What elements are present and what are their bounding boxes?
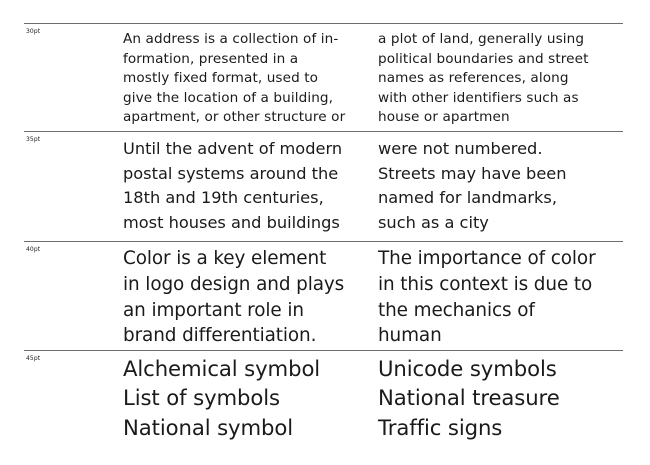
text-line: with other identifiers such as (378, 89, 579, 106)
text-line: Unicode symbols (378, 356, 557, 381)
text-line: give the location of a building, (123, 89, 334, 106)
text-line: Streets may have been (378, 163, 567, 183)
text-line: Until the advent of modern (123, 139, 343, 158)
text-line: mostly fixed format, used to (123, 70, 319, 87)
text-line: List of symbols (123, 385, 280, 411)
text-line: house or apartmen (378, 109, 510, 126)
text-line: an important role in (123, 299, 304, 321)
text-column-right (378, 137, 567, 235)
size-label: 30pt (26, 28, 41, 35)
text-column-left (123, 246, 344, 349)
text-line: Traffic signs (378, 414, 503, 440)
text-line: were not numbered. (378, 139, 543, 158)
text-column-left (123, 354, 320, 442)
text-line: 18th and 19th centuries, (123, 188, 324, 208)
text-column-left (123, 30, 345, 128)
text-line: apartment, or other structure or (123, 109, 346, 126)
size-label: 35pt (26, 136, 41, 143)
text-line: National symbol (123, 414, 294, 440)
size-label: 40pt (26, 246, 41, 253)
text-line: postal systems around the (123, 163, 339, 183)
text-line: names as references, along (378, 70, 569, 87)
text-line: political boundaries and street (378, 50, 589, 67)
specimen-row-30pt (24, 23, 623, 132)
text-line: The importance of color (378, 248, 596, 269)
text-column-right (378, 30, 589, 128)
size-label: 45pt (26, 355, 41, 362)
text-line: most houses and buildings (123, 212, 340, 232)
text-column-left (123, 137, 342, 235)
text-line: the mechanics of (378, 299, 535, 321)
text-line: such as a city (378, 212, 489, 232)
text-line: formation, presented in a (123, 50, 299, 67)
specimen-row-35pt (24, 131, 623, 242)
specimen-row-40pt (24, 241, 623, 352)
text-line: brand differentiation. (123, 325, 317, 347)
specimen-row-45pt (24, 350, 623, 465)
text-line: National treasure (378, 385, 560, 411)
text-line: in this context is due to (378, 273, 593, 295)
text-line: a plot of land, generally using (378, 31, 585, 47)
text-line: human (378, 325, 442, 347)
text-line: An address is a collection of in- (123, 31, 339, 47)
text-line: Color is a key element (123, 248, 327, 269)
text-line: in logo design and plays (123, 273, 345, 295)
text-line: Alchemical symbol (123, 356, 321, 381)
text-column-right (378, 354, 560, 442)
text-column-right (378, 246, 596, 349)
text-line: named for landmarks, (378, 188, 557, 208)
